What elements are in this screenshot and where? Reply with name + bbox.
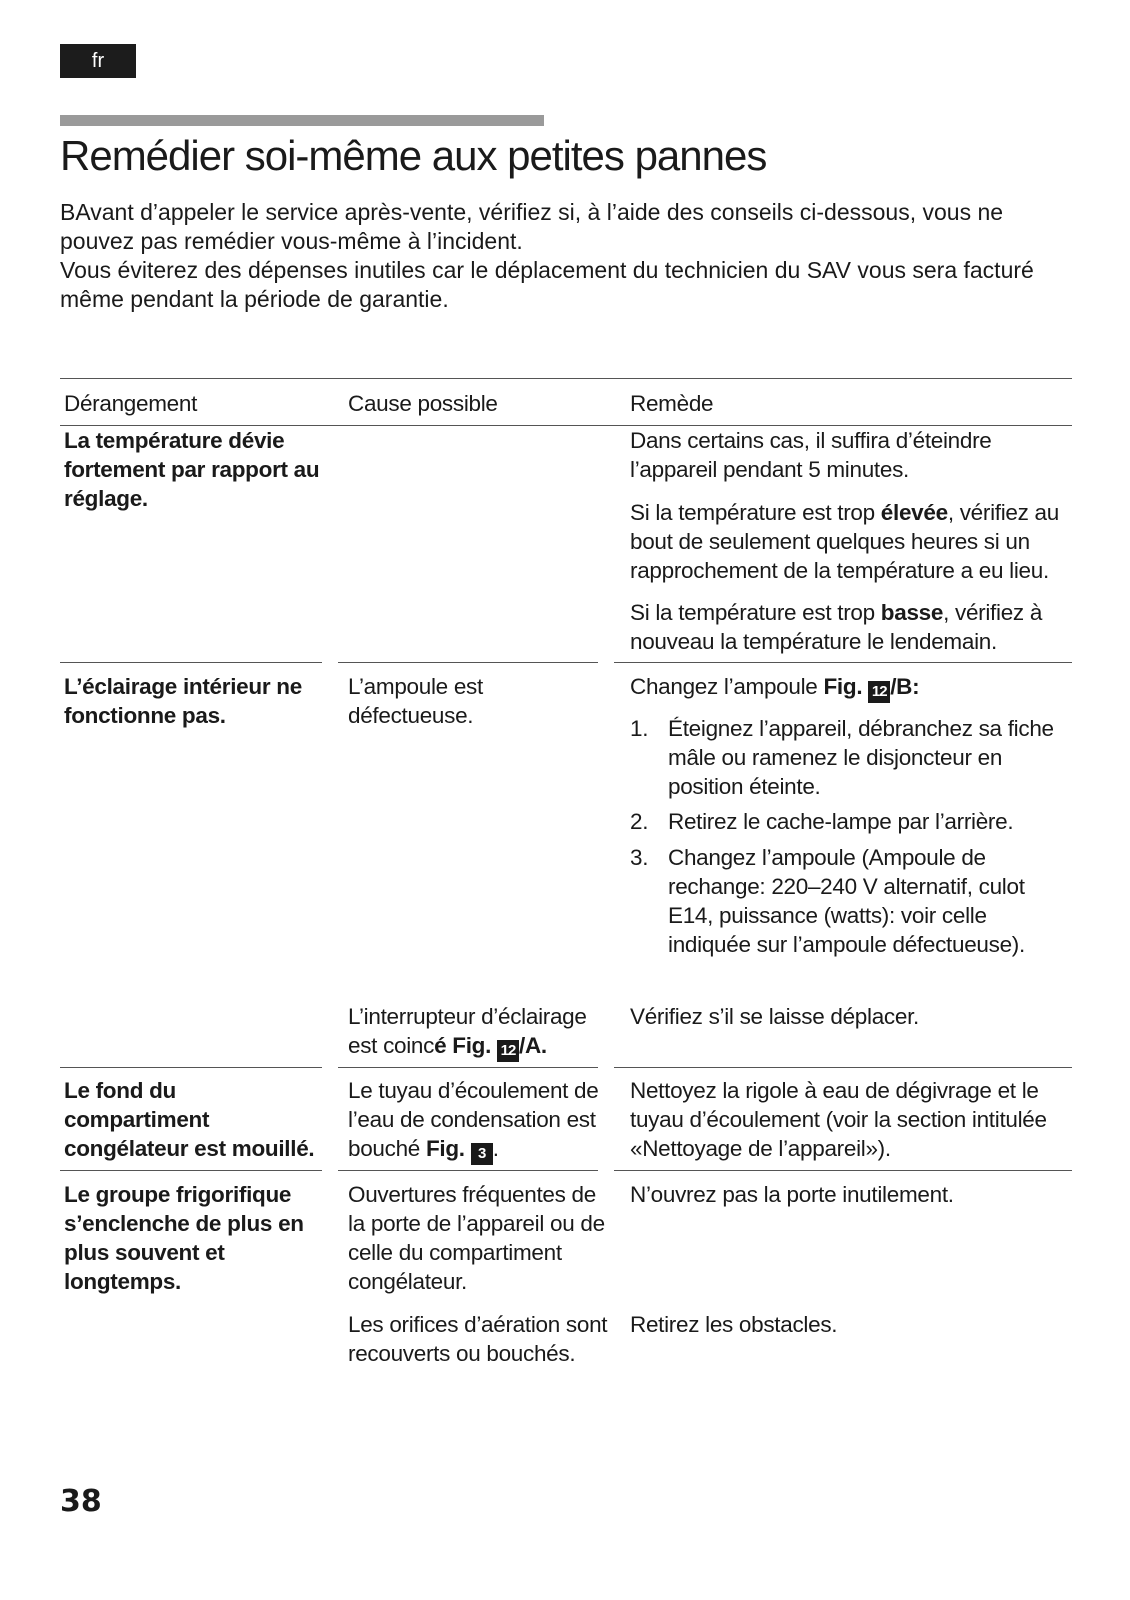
step-text: Éteignez l’appareil, débranchez sa fiche mâle ou ramenez le disjoncteur en position éteinte. [668, 716, 1054, 799]
row4-problem: Le groupe frigorifique s’enclenche de plus en plus souvent et longtemps. [64, 1182, 304, 1294]
text: Si la température est trop [630, 600, 881, 625]
figure-suffix: /A. [519, 1033, 547, 1058]
row4-cause-1: Ouvertures fréquentes de la porte de l’appareil ou de celle du compartiment congélateur. [348, 1182, 605, 1294]
row1-remedy-3 [630, 598, 1072, 656]
intro-paragraph-2: Vous éviterez des dépenses inutiles car le déplacement du technicien du SAV vous sera facturé même pendant la période de garantie. [60, 257, 1034, 312]
intro-paragraph-1: BAvant d’appeler le service après-vente, vérifiez si, à l’aide des conseils ci-dessous, vous ne pouvez pas remédier vous-même à l’incident. [60, 199, 1004, 254]
step-number: 3. [630, 845, 649, 870]
row4-remedy-2: Retirez les obstacles. [630, 1312, 838, 1337]
divider [614, 1170, 1072, 1171]
divider [614, 662, 1072, 663]
step-number: 1. [630, 716, 649, 741]
row2-steps [630, 714, 1072, 984]
header-fault: Dérangement [64, 391, 198, 416]
figure-number-box: 3 [471, 1143, 493, 1165]
text: Le tuyau d’écoulement de l’eau de condensation est bouché [348, 1078, 599, 1161]
row4-cause-2: Les orifices d’aération sont recouverts ou bouchés. [348, 1312, 608, 1366]
row3-cause [348, 1076, 608, 1165]
row1-remedy-1: Dans certains cas, il suffira d’éteindre l’appareil pendant 5 minutes. [630, 428, 992, 482]
row4-remedy-1: N’ouvrez pas la porte inutilement. [630, 1182, 954, 1207]
step-text: Retirez le cache-lampe par l’arrière. [668, 809, 1014, 834]
text: . [492, 1136, 499, 1161]
divider [338, 1170, 598, 1171]
text: L’interrupteur d’éclairage est coinc [348, 1004, 587, 1058]
figure-suffix: /B: [890, 674, 920, 699]
divider [60, 662, 322, 663]
row2-cause-1: L’ampoule est défectueuse. [348, 674, 483, 728]
divider [338, 1067, 598, 1068]
row2-remedy-2: Vérifiez s’il se laisse déplacer. [630, 1004, 919, 1029]
divider [60, 1067, 322, 1068]
table-header [60, 378, 1072, 426]
divider [338, 662, 598, 663]
header-cause: Cause possible [348, 391, 498, 416]
step-text: Changez l’ampoule (Ampoule de rechange: 220–240 V alternatif, culot E14, puissance (watts): voir celle indiquée sur l’ampoule défectueuse). [668, 845, 1025, 957]
intro-text [60, 198, 1060, 314]
language-tag: fr [60, 44, 136, 78]
row3-problem: Le fond du compartiment congélateur est mouillé. [64, 1078, 315, 1161]
divider [614, 1067, 1072, 1068]
header-remedy: Remède [630, 391, 714, 416]
divider [60, 1170, 322, 1171]
title-rule [60, 115, 544, 126]
text: Changez l’ampoule [630, 674, 824, 699]
emphasis: basse [880, 600, 944, 625]
row3-remedy: Nettoyez la rigole à eau de dégivrage et le tuyau d’écoulement (voir la section intitulée «Nettoyage de l’appareil»). [630, 1078, 1047, 1161]
row1-remedy-2 [630, 498, 1072, 585]
figure-ref: Fig. [425, 1136, 465, 1161]
figure-number-box: 12 [868, 681, 890, 703]
row2-cause-2 [348, 1002, 608, 1062]
step-number: 2. [630, 809, 649, 834]
emphasis: élevée [880, 500, 948, 525]
text: Si la température est trop [630, 500, 881, 525]
figure-number-box: 12 [497, 1040, 519, 1062]
page-title: Remédier soi-même aux petites pannes [60, 132, 767, 179]
text: , vérifiez à nouveau la température le lendemain. [630, 600, 1043, 654]
figure-ref: Fig. [823, 674, 863, 699]
text: , vérifiez au bout de seulement quelques heures si un rapprochement de la température a eu lieu. [630, 500, 1059, 583]
page-number: 38 [60, 1484, 102, 1519]
row2-problem: L’éclairage intérieur ne fonctionne pas. [64, 674, 302, 728]
row2-remedy-intro [630, 672, 1072, 703]
row1-problem: La température dévie fortement par rapport au réglage. [64, 428, 320, 511]
figure-ref: é Fig. [434, 1033, 492, 1058]
